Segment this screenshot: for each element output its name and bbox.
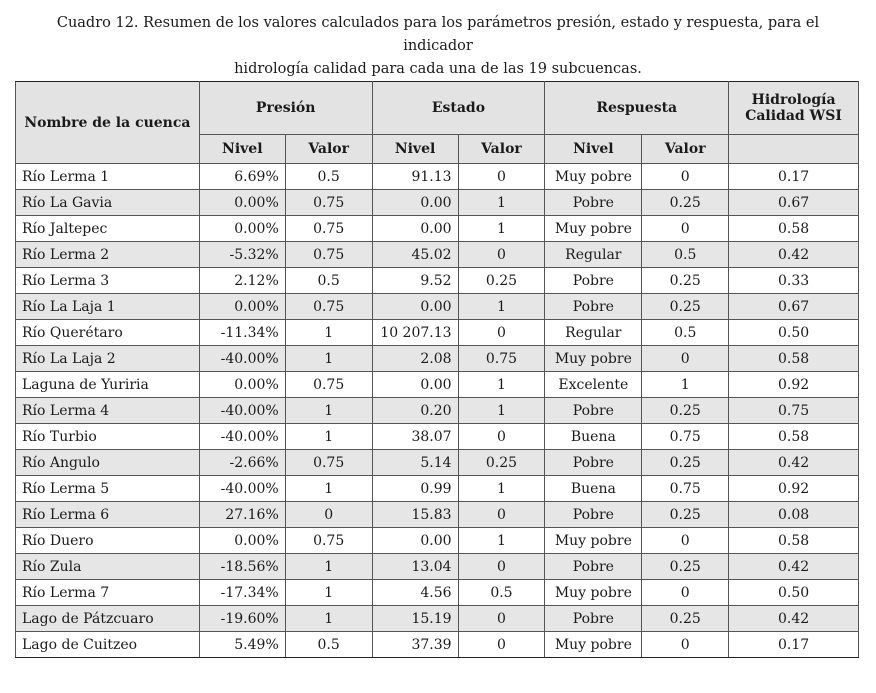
cell-estado-nivel: 91.13: [372, 164, 458, 190]
cell-estado-valor: 0: [458, 502, 545, 528]
cell-wsi: 0.58: [729, 216, 859, 242]
cell-presion-valor: 0.75: [285, 294, 372, 320]
table-row: [16, 606, 859, 632]
cell-presion-nivel: 2.12%: [199, 268, 285, 294]
cell-wsi: 0.42: [729, 242, 859, 268]
cell-name: Río Duero: [16, 528, 200, 554]
cell-estado-valor: 0: [458, 554, 545, 580]
cell-estado-nivel: 2.08: [372, 346, 458, 372]
cell-wsi: 0.08: [729, 502, 859, 528]
table-row: [16, 632, 859, 658]
header-wsi: [729, 82, 859, 135]
cell-respuesta-nivel: Regular: [545, 242, 642, 268]
cell-name: Río La Laja 2: [16, 346, 200, 372]
cell-presion-valor: 0.75: [285, 450, 372, 476]
header-name: Nombre de la cuenca: [16, 82, 200, 164]
cell-name: Río Lerma 2: [16, 242, 200, 268]
cell-estado-nivel: 38.07: [372, 424, 458, 450]
header-presion-valor: Valor: [285, 135, 372, 164]
cell-presion-nivel: -18.56%: [199, 554, 285, 580]
header-respuesta: Respuesta: [545, 82, 729, 135]
cell-estado-valor: 0.5: [458, 580, 545, 606]
cell-presion-valor: 0.75: [285, 190, 372, 216]
table-row: [16, 320, 859, 346]
cell-presion-nivel: -40.00%: [199, 476, 285, 502]
cell-respuesta-valor: 0.25: [642, 268, 729, 294]
cell-respuesta-valor: 0.25: [642, 502, 729, 528]
cell-estado-valor: 1: [458, 372, 545, 398]
cell-presion-valor: 1: [285, 398, 372, 424]
cell-wsi: 0.33: [729, 268, 859, 294]
cell-wsi: 0.67: [729, 294, 859, 320]
cell-estado-nivel: 0.99: [372, 476, 458, 502]
header-presion: Presión: [199, 82, 372, 135]
cell-name: Río Lerma 3: [16, 268, 200, 294]
cell-presion-nivel: 0.00%: [199, 528, 285, 554]
cell-respuesta-valor: 0.25: [642, 606, 729, 632]
cell-respuesta-nivel: Pobre: [545, 398, 642, 424]
cell-name: Río Lerma 7: [16, 580, 200, 606]
cell-presion-valor: 1: [285, 476, 372, 502]
cell-presion-nivel: -17.34%: [199, 580, 285, 606]
cell-estado-valor: 1: [458, 216, 545, 242]
cell-estado-valor: 0: [458, 424, 545, 450]
cell-wsi: 0.75: [729, 398, 859, 424]
cell-presion-nivel: -40.00%: [199, 424, 285, 450]
cell-estado-valor: 1: [458, 294, 545, 320]
cell-respuesta-nivel: Pobre: [545, 268, 642, 294]
table-row: [16, 502, 859, 528]
cell-wsi: 0.42: [729, 554, 859, 580]
cell-respuesta-nivel: Pobre: [545, 450, 642, 476]
cell-presion-valor: 1: [285, 606, 372, 632]
cell-respuesta-nivel: Muy pobre: [545, 632, 642, 658]
cell-respuesta-valor: 0.75: [642, 424, 729, 450]
cell-name: Río Zula: [16, 554, 200, 580]
table-row: [16, 216, 859, 242]
cell-estado-nivel: 15.19: [372, 606, 458, 632]
table-row: [16, 528, 859, 554]
cell-name: Río La Gavia: [16, 190, 200, 216]
cell-estado-valor: 1: [458, 528, 545, 554]
cell-presion-nivel: -19.60%: [199, 606, 285, 632]
cell-wsi: 0.58: [729, 346, 859, 372]
cell-estado-valor: 0: [458, 606, 545, 632]
cell-respuesta-valor: 0.5: [642, 320, 729, 346]
table-row: [16, 346, 859, 372]
cell-respuesta-valor: 0: [642, 216, 729, 242]
cell-respuesta-valor: 0: [642, 632, 729, 658]
table-row: [16, 554, 859, 580]
cell-presion-nivel: 0.00%: [199, 294, 285, 320]
cell-respuesta-nivel: Muy pobre: [545, 580, 642, 606]
cell-presion-valor: 1: [285, 346, 372, 372]
cell-presion-valor: 0.5: [285, 632, 372, 658]
cell-presion-nivel: 0.00%: [199, 372, 285, 398]
cell-estado-nivel: 37.39: [372, 632, 458, 658]
cell-respuesta-nivel: Pobre: [545, 502, 642, 528]
cell-wsi: 0.92: [729, 476, 859, 502]
cell-respuesta-nivel: Regular: [545, 320, 642, 346]
cell-respuesta-nivel: Muy pobre: [545, 346, 642, 372]
cell-estado-nivel: 45.02: [372, 242, 458, 268]
cell-wsi: 0.17: [729, 632, 859, 658]
cell-respuesta-valor: 0: [642, 346, 729, 372]
cell-estado-valor: 0.75: [458, 346, 545, 372]
cell-respuesta-nivel: Buena: [545, 476, 642, 502]
cell-presion-valor: 1: [285, 580, 372, 606]
cell-presion-nivel: -40.00%: [199, 346, 285, 372]
cell-wsi: 0.42: [729, 450, 859, 476]
table-row: [16, 242, 859, 268]
table-row: [16, 294, 859, 320]
cell-presion-valor: 0.75: [285, 528, 372, 554]
cell-name: Río Lerma 1: [16, 164, 200, 190]
cell-estado-nivel: 0.00: [372, 190, 458, 216]
cell-name: Río Angulo: [16, 450, 200, 476]
cell-wsi: 0.92: [729, 372, 859, 398]
table-row: [16, 190, 859, 216]
cell-name: Río Lerma 6: [16, 502, 200, 528]
cell-respuesta-nivel: Muy pobre: [545, 216, 642, 242]
table-row: [16, 268, 859, 294]
cell-presion-valor: 0.75: [285, 216, 372, 242]
cell-respuesta-valor: 0.25: [642, 294, 729, 320]
cell-name: Lago de Cuitzeo: [16, 632, 200, 658]
header-respuesta-nivel: Nivel: [545, 135, 642, 164]
cell-presion-nivel: -11.34%: [199, 320, 285, 346]
cell-estado-valor: 0.25: [458, 450, 545, 476]
cell-respuesta-nivel: Pobre: [545, 190, 642, 216]
cell-respuesta-nivel: Muy pobre: [545, 164, 642, 190]
header-estado: Estado: [372, 82, 545, 135]
cell-respuesta-valor: 0: [642, 580, 729, 606]
cell-respuesta-valor: 0.5: [642, 242, 729, 268]
cell-presion-valor: 1: [285, 424, 372, 450]
cell-wsi: 0.42: [729, 606, 859, 632]
cell-presion-valor: 0: [285, 502, 372, 528]
cell-estado-nivel: 0.20: [372, 398, 458, 424]
cell-estado-valor: 1: [458, 476, 545, 502]
cell-name: Río Querétaro: [16, 320, 200, 346]
table-row: [16, 164, 859, 190]
cell-name: Río Jaltepec: [16, 216, 200, 242]
cell-wsi: 0.58: [729, 424, 859, 450]
cell-estado-nivel: 0.00: [372, 216, 458, 242]
cell-presion-nivel: 0.00%: [199, 216, 285, 242]
cell-presion-nivel: -2.66%: [199, 450, 285, 476]
cell-estado-nivel: 9.52: [372, 268, 458, 294]
summary-table: [15, 81, 859, 658]
cell-respuesta-valor: 0.25: [642, 398, 729, 424]
cell-respuesta-nivel: Pobre: [545, 294, 642, 320]
header-presion-nivel: Nivel: [199, 135, 285, 164]
cell-presion-nivel: 6.69%: [199, 164, 285, 190]
header-respuesta-valor: Valor: [642, 135, 729, 164]
header-wsi-line-2: Calidad WSI: [745, 108, 842, 124]
cell-respuesta-valor: 0.25: [642, 190, 729, 216]
table-row: [16, 372, 859, 398]
cell-wsi: 0.50: [729, 580, 859, 606]
header-wsi-line-1: Hidrología: [751, 92, 836, 108]
cell-wsi: 0.67: [729, 190, 859, 216]
cell-estado-valor: 0: [458, 164, 545, 190]
cell-respuesta-nivel: Excelente: [545, 372, 642, 398]
cell-estado-valor: 0.25: [458, 268, 545, 294]
cell-estado-valor: 0: [458, 320, 545, 346]
cell-estado-nivel: 10 207.13: [372, 320, 458, 346]
cell-presion-valor: 1: [285, 320, 372, 346]
table-row: [16, 450, 859, 476]
cell-presion-nivel: 0.00%: [199, 190, 285, 216]
caption-line-1: Cuadro 12. Resumen de los valores calculados para los parámetros presión, estado y respuesta, para el indicador: [56, 15, 820, 54]
cell-respuesta-valor: 0.25: [642, 554, 729, 580]
cell-estado-nivel: 5.14: [372, 450, 458, 476]
cell-name: Río Lerma 5: [16, 476, 200, 502]
cell-estado-nivel: 4.56: [372, 580, 458, 606]
cell-presion-valor: 0.5: [285, 164, 372, 190]
cell-name: Lago de Pátzcuaro: [16, 606, 200, 632]
cell-estado-valor: 0: [458, 242, 545, 268]
cell-name: Río Turbio: [16, 424, 200, 450]
cell-respuesta-valor: 0.25: [642, 450, 729, 476]
cell-respuesta-valor: 0: [642, 164, 729, 190]
cell-name: Río La Laja 1: [16, 294, 200, 320]
cell-wsi: 0.50: [729, 320, 859, 346]
cell-respuesta-nivel: Buena: [545, 424, 642, 450]
cell-respuesta-valor: 0.75: [642, 476, 729, 502]
cell-presion-valor: 0.75: [285, 372, 372, 398]
cell-estado-nivel: 0.00: [372, 528, 458, 554]
cell-estado-nivel: 0.00: [372, 372, 458, 398]
cell-presion-nivel: -5.32%: [199, 242, 285, 268]
cell-estado-nivel: 13.04: [372, 554, 458, 580]
table-row: [16, 476, 859, 502]
table-caption: [38, 12, 838, 81]
cell-respuesta-nivel: Pobre: [545, 554, 642, 580]
cell-respuesta-valor: 1: [642, 372, 729, 398]
table-row: [16, 398, 859, 424]
cell-wsi: 0.17: [729, 164, 859, 190]
cell-presion-nivel: 5.49%: [199, 632, 285, 658]
cell-presion-nivel: 27.16%: [199, 502, 285, 528]
cell-estado-nivel: 15.83: [372, 502, 458, 528]
cell-wsi: 0.58: [729, 528, 859, 554]
cell-presion-nivel: -40.00%: [199, 398, 285, 424]
cell-name: Río Lerma 4: [16, 398, 200, 424]
table-row: [16, 424, 859, 450]
header-estado-nivel: Nivel: [372, 135, 458, 164]
cell-presion-valor: 0.5: [285, 268, 372, 294]
caption-line-2: hidrología calidad para cada una de las 19 subcuencas.: [234, 61, 642, 77]
table-body: [16, 164, 859, 658]
cell-presion-valor: 0.75: [285, 242, 372, 268]
cell-estado-nivel: 0.00: [372, 294, 458, 320]
cell-respuesta-nivel: Pobre: [545, 606, 642, 632]
cell-estado-valor: 1: [458, 398, 545, 424]
cell-name: Laguna de Yuriria: [16, 372, 200, 398]
table-row: [16, 580, 859, 606]
cell-presion-valor: 1: [285, 554, 372, 580]
header-wsi-blank: [729, 135, 859, 164]
cell-estado-valor: 0: [458, 632, 545, 658]
cell-respuesta-nivel: Muy pobre: [545, 528, 642, 554]
cell-respuesta-valor: 0: [642, 528, 729, 554]
cell-estado-valor: 1: [458, 190, 545, 216]
header-estado-valor: Valor: [458, 135, 545, 164]
